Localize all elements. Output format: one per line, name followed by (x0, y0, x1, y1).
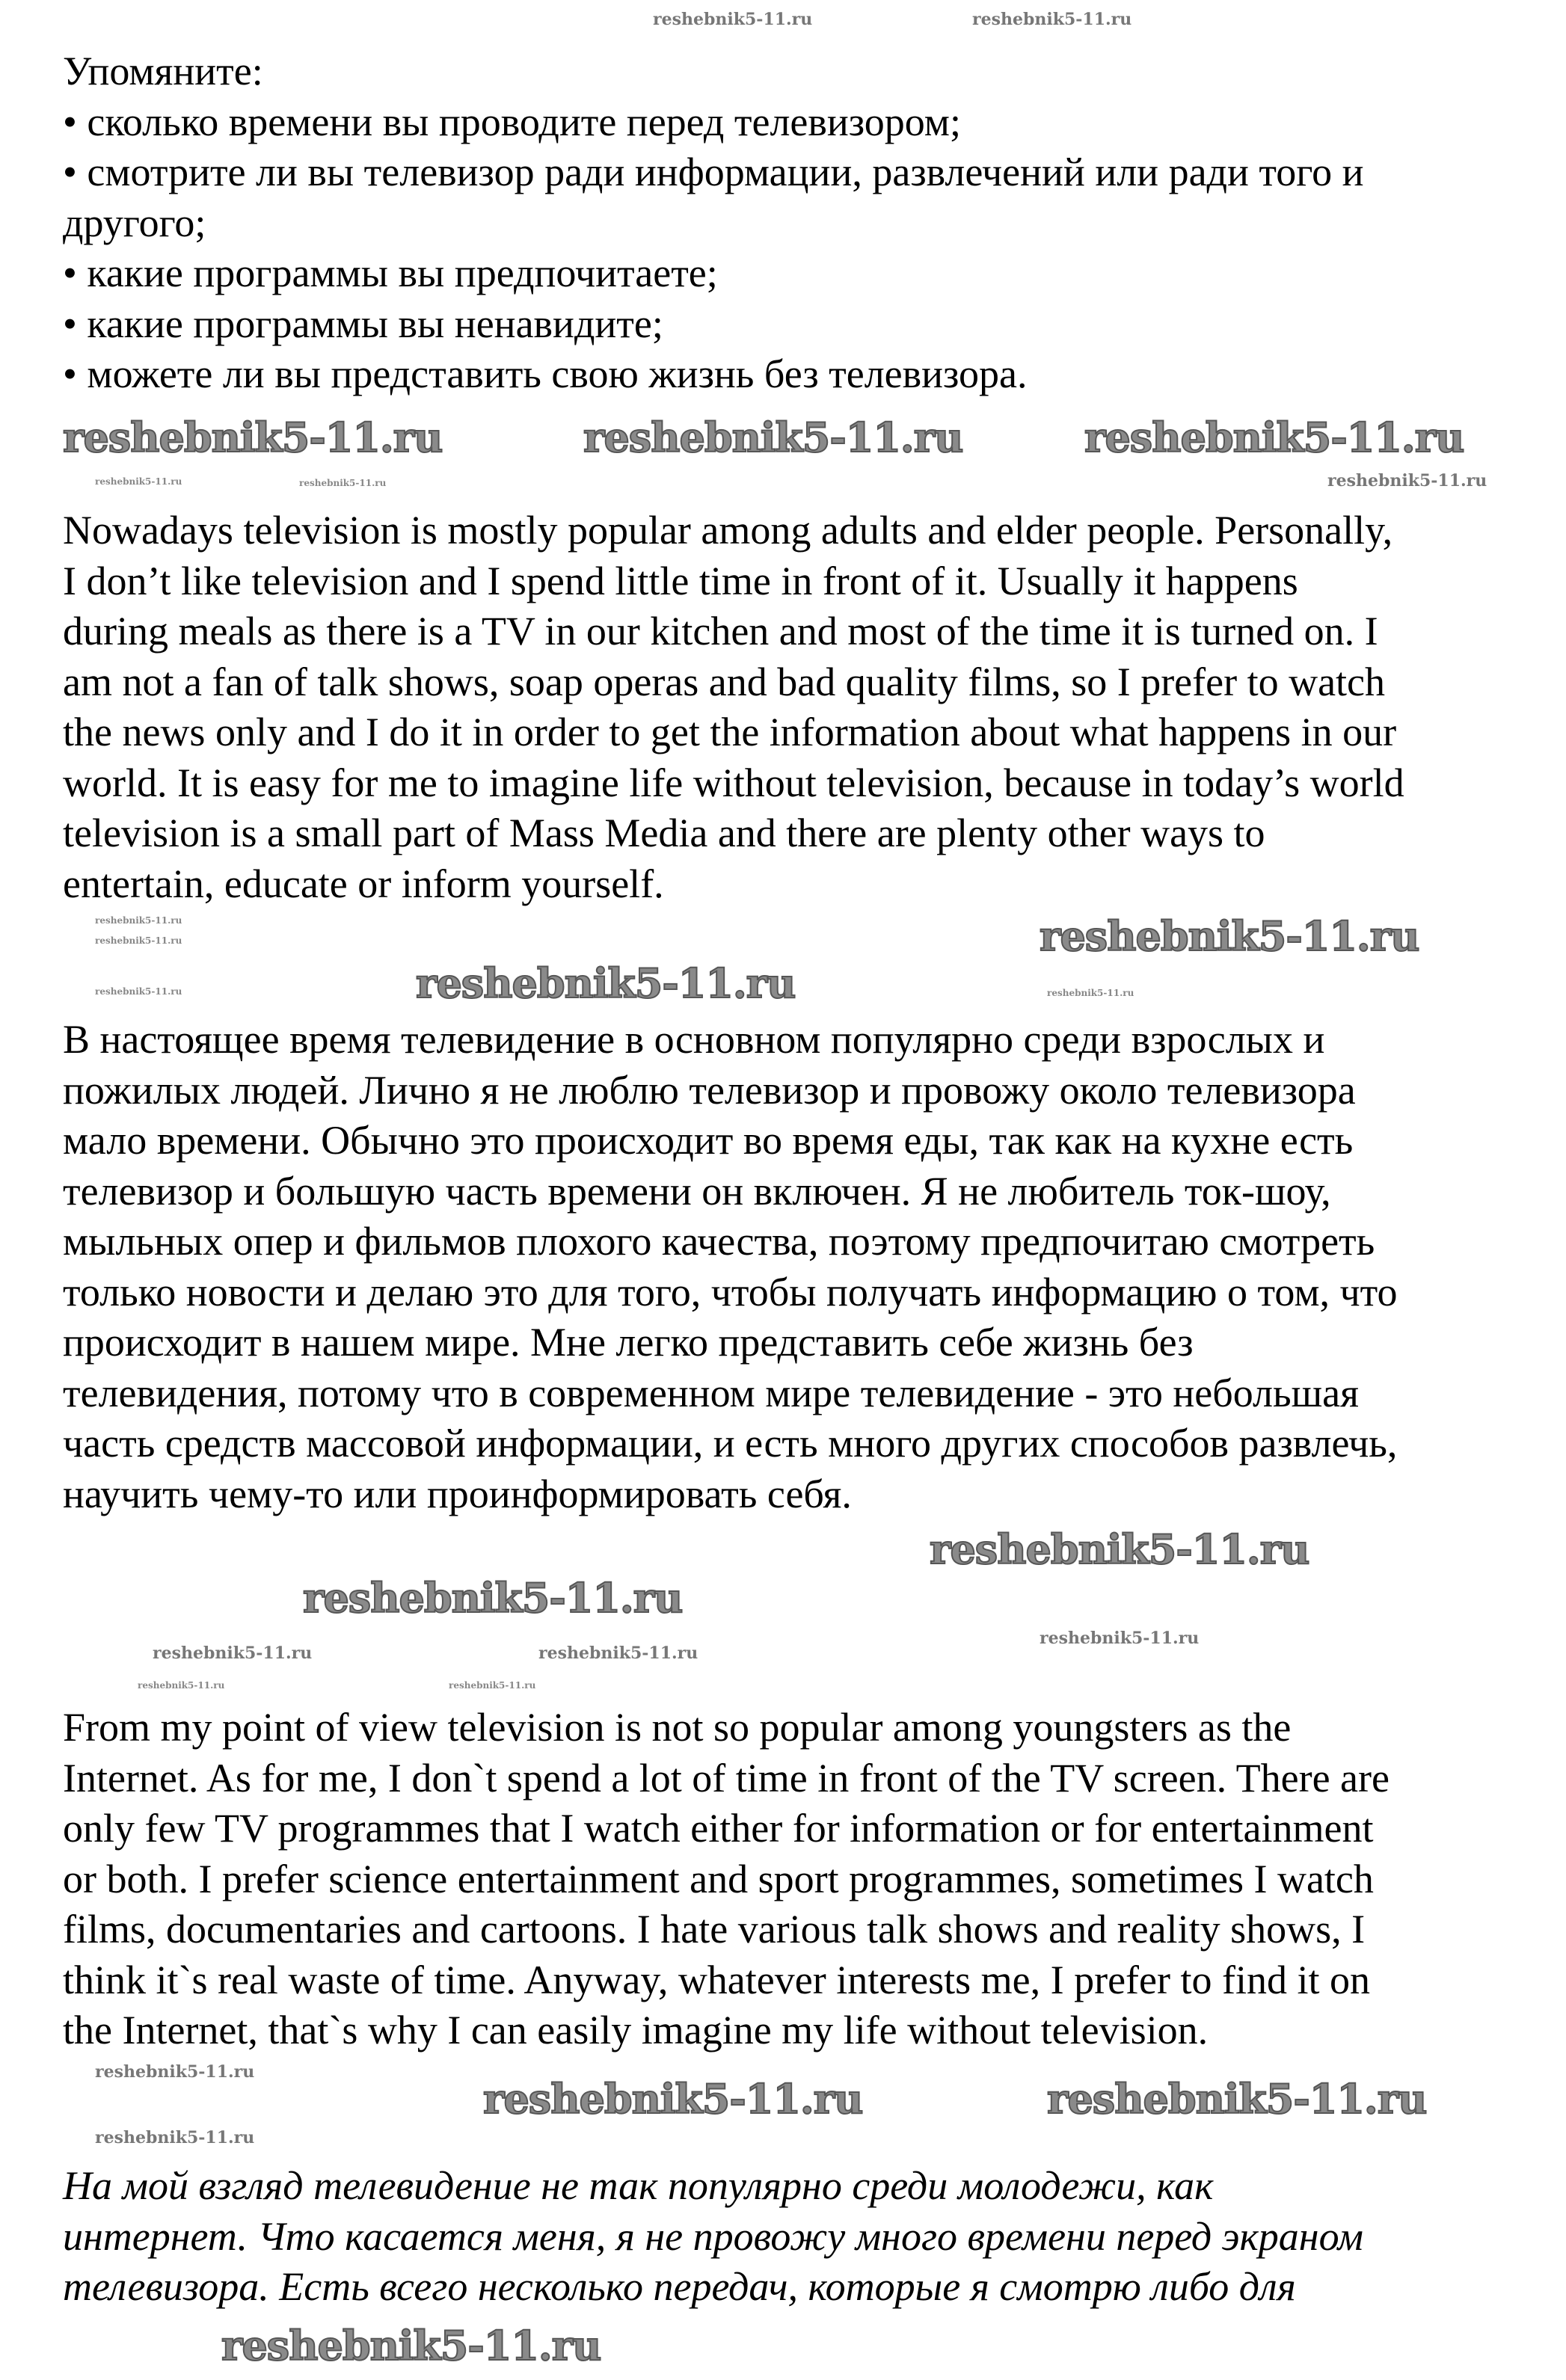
text-line: • какие программы вы предпочитаете; (63, 250, 718, 295)
watermark: reshebnik5-11.ru (299, 478, 387, 488)
watermark: reshebnik5-11.ru (930, 1525, 1309, 1573)
text-line: только новости и делаю это для того, чтобы получать информацию о том, что (63, 1269, 1398, 1314)
watermark: reshebnik5-11.ru (63, 413, 443, 461)
text-line: мало времени. Обычно это происходит во время еды, так как на кухне есть (63, 1118, 1354, 1163)
text-line: телевизор и большую часть времени он включен. Я не любитель ток-шоу, (63, 1168, 1331, 1214)
watermark: reshebnik5-11.ru (449, 1680, 536, 1691)
text-block-answer1-en (63, 505, 1404, 909)
text-block-answer1-ru (63, 1015, 1398, 1519)
watermark: reshebnik5-11.ru (95, 935, 182, 946)
text-block-task (63, 46, 1364, 400)
text-block-answer2-en (63, 1703, 1390, 2056)
watermark: reshebnik5-11.ru (1084, 413, 1464, 461)
watermark: reshebnik5-11.ru (1040, 912, 1419, 960)
watermark: reshebnik5-11.ru (95, 476, 182, 487)
text-line: Internet. As for me, I don`t spend a lot of time in front of the TV screen. There are (63, 1755, 1390, 1801)
text-line: world. It is easy for me to imagine life without television, because in today’s world (63, 760, 1404, 805)
text-line: entertain, educate or inform yourself. (63, 861, 664, 906)
watermark: reshebnik5-11.ru (538, 1643, 698, 1663)
text-line: происходит в нашем мире. Мне легко представить себе жизнь без (63, 1320, 1194, 1365)
text-line: television is a small part of Mass Media and there are plenty other ways to (63, 811, 1265, 855)
text-line: мыльных опер и фильмов плохого качества, поэтому предпочитаю смотреть (63, 1219, 1375, 1264)
text-line: научить чему-то или проинформировать себя. (63, 1471, 852, 1516)
watermark: reshebnik5-11.ru (138, 1680, 225, 1691)
watermark: reshebnik5-11.ru (583, 413, 963, 461)
text-line: am not a fan of talk shows, soap operas and bad quality films, so I prefer to watch (63, 659, 1386, 704)
watermark: reshebnik5-11.ru (1047, 2075, 1427, 2123)
watermark: reshebnik5-11.ru (95, 915, 182, 926)
text-line: • какие программы вы ненавидите; (63, 301, 663, 346)
text-line: телевидения, потому что в современном мире телевидение - это небольшая (63, 1370, 1359, 1415)
watermark: reshebnik5-11.ru (95, 2062, 255, 2082)
text-line: the Internet, that`s why I can easily imagine my life without television. (63, 2008, 1209, 2052)
text-line: films, documentaries and cartoons. I hate various talk shows and reality shows, I (63, 1907, 1366, 1952)
watermark: reshebnik5-11.ru (1327, 471, 1487, 491)
text-line: На мой взгляд телевидение не так популярно среди молодежи, как (63, 2163, 1214, 2208)
text-line: • можете ли вы представить свою жизнь без телевизора. (63, 351, 1028, 396)
text-line: интернет. Что касается меня, я не провожу много времени перед экраном (63, 2213, 1363, 2259)
text-block-answer2-ru (63, 2161, 1363, 2313)
text-line: the news only and I do it in order to get the information about what happens in our (63, 710, 1397, 754)
watermark: reshebnik5-11.ru (153, 1643, 313, 1663)
watermark: reshebnik5-11.ru (95, 986, 182, 997)
watermark: reshebnik5-11.ru (483, 2075, 863, 2123)
watermark: reshebnik5-11.ru (972, 10, 1132, 29)
text-line: часть средств массовой информации, и есть много других способов развлечь, (63, 1421, 1398, 1466)
text-line: • сколько времени вы проводите перед телевизором; (63, 99, 961, 144)
text-line: В настоящее время телевидение в основном популярно среди взрослых и (63, 1017, 1325, 1062)
text-line: only few TV programmes that I watch either for information or for entertainment (63, 1806, 1374, 1851)
text-line: пожилых людей. Лично я не люблю телевизор и провожу около телевизора (63, 1067, 1356, 1113)
watermark: reshebnik5-11.ru (653, 10, 813, 29)
watermark: reshebnik5-11.ru (303, 1574, 683, 1622)
text-line: • смотрите ли вы телевизор ради информации, развлечений или ради того и (63, 150, 1364, 194)
watermark: reshebnik5-11.ru (95, 2128, 255, 2147)
text-line: другого; (63, 200, 206, 245)
text-line: I don’t like television and I spend little time in front of it. Usually it happens (63, 558, 1298, 603)
watermark: reshebnik5-11.ru (221, 2322, 601, 2370)
text-line: телевизора. Есть всего несколько передач, которые я смотрю либо для (63, 2264, 1296, 2309)
text-line: or both. I prefer science entertainment and sport programmes, sometimes I watch (63, 1856, 1374, 1901)
text-line: Nowadays television is mostly popular among adults and elder people. Personally, (63, 508, 1393, 553)
text-line: think it`s real waste of time. Anyway, whatever interests me, I prefer to find it on (63, 1957, 1370, 2002)
watermark: reshebnik5-11.ru (416, 959, 796, 1007)
text-line: during meals as there is a TV in our kitchen and most of the time it is turned on. I (63, 609, 1378, 654)
watermark: reshebnik5-11.ru (1047, 988, 1134, 998)
text-line: Упомяните: (63, 49, 263, 93)
text-line: From my point of view television is not so popular among youngsters as the (63, 1705, 1292, 1750)
watermark: reshebnik5-11.ru (1040, 1629, 1200, 1648)
